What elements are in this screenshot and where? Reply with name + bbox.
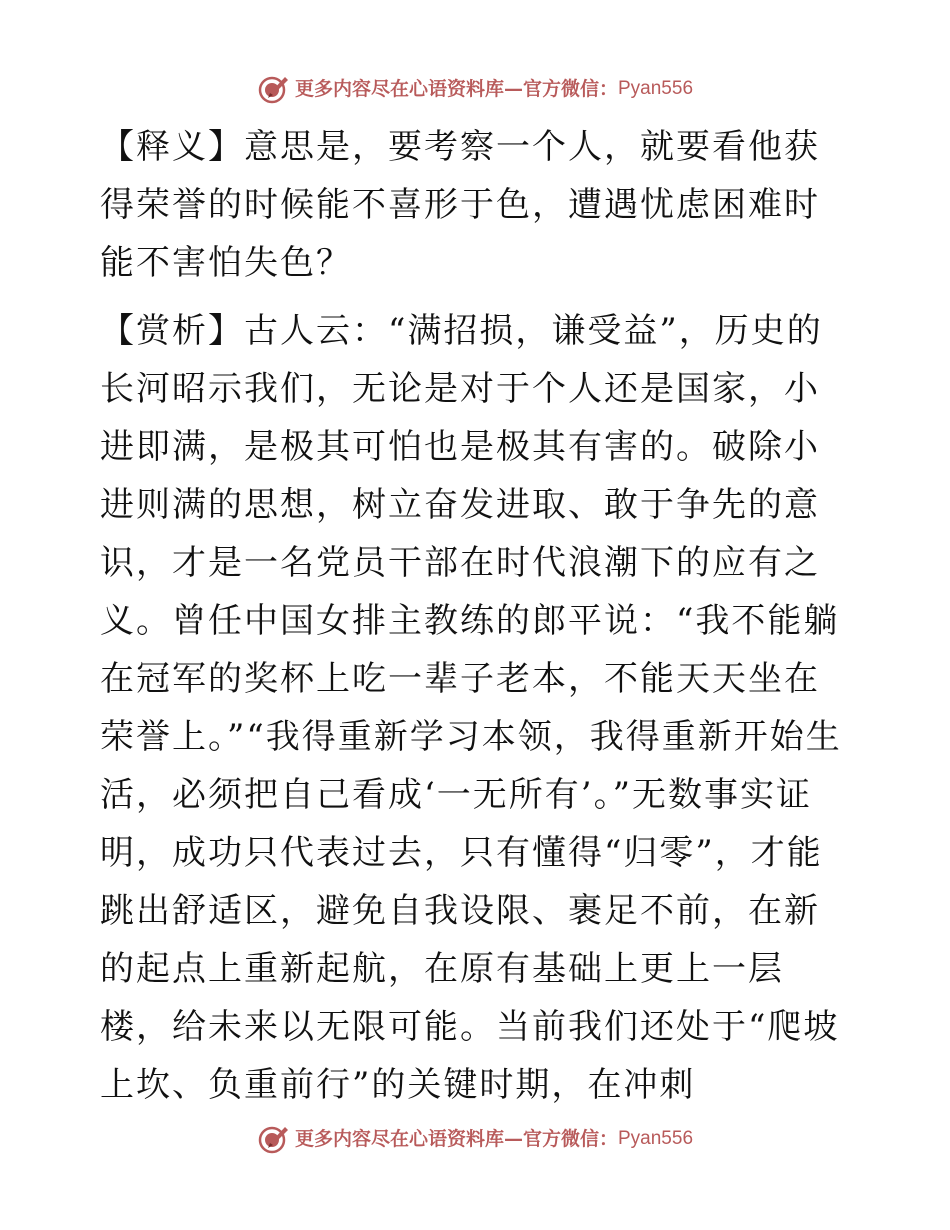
fountain-pen-in-circle-icon — [257, 74, 291, 104]
watermark-account: Pyan556 — [618, 78, 694, 99]
watermark-text: 更多内容尽在心语资料库—官方微信： — [294, 78, 618, 100]
document-body — [100, 118, 850, 1114]
fountain-pen-in-circle-icon — [257, 1124, 291, 1154]
header-watermark — [0, 74, 950, 104]
paragraph-analysis: 【赏析】古人云：“满招损，谦受益”，历史的长河昭示我们，无论是对于个人还是国家，小进即满，是极其可怕也是极其有害的。破除小进则满的思想，树立奋发进取、敢于争先的意识，才是一名党员干部在时代浪潮下的应有之义。曾任中国女排主教练的郎平说：“我不能躺在冠军的奖杯上吃一辈子老本，不能天天坐在荣誉上。”“我得重新学习本领，我得重新开始生活，必须把自己看成‘一无所有’。”无数事实证明，成功只代表过去，只有懂得“归零”，才能跳出舒适区，避免自我设限、裹足不前，在新的起点上重新起航，在原有基础上更上一层楼，给未来以无限可能。当前我们还处于“爬坡上坎、负重前行”的关键时期，在冲刺 — [100, 311, 842, 1105]
footer-watermark — [0, 1124, 950, 1154]
paragraph-definition: 【释义】意思是，要考察一个人，就要看他获得荣誉的时候能不喜形于色，遭遇忧虑困难时能不害怕失色？ — [100, 127, 820, 283]
watermark-text: 更多内容尽在心语资料库—官方微信： — [294, 1128, 618, 1150]
watermark-account: Pyan556 — [618, 1128, 694, 1149]
